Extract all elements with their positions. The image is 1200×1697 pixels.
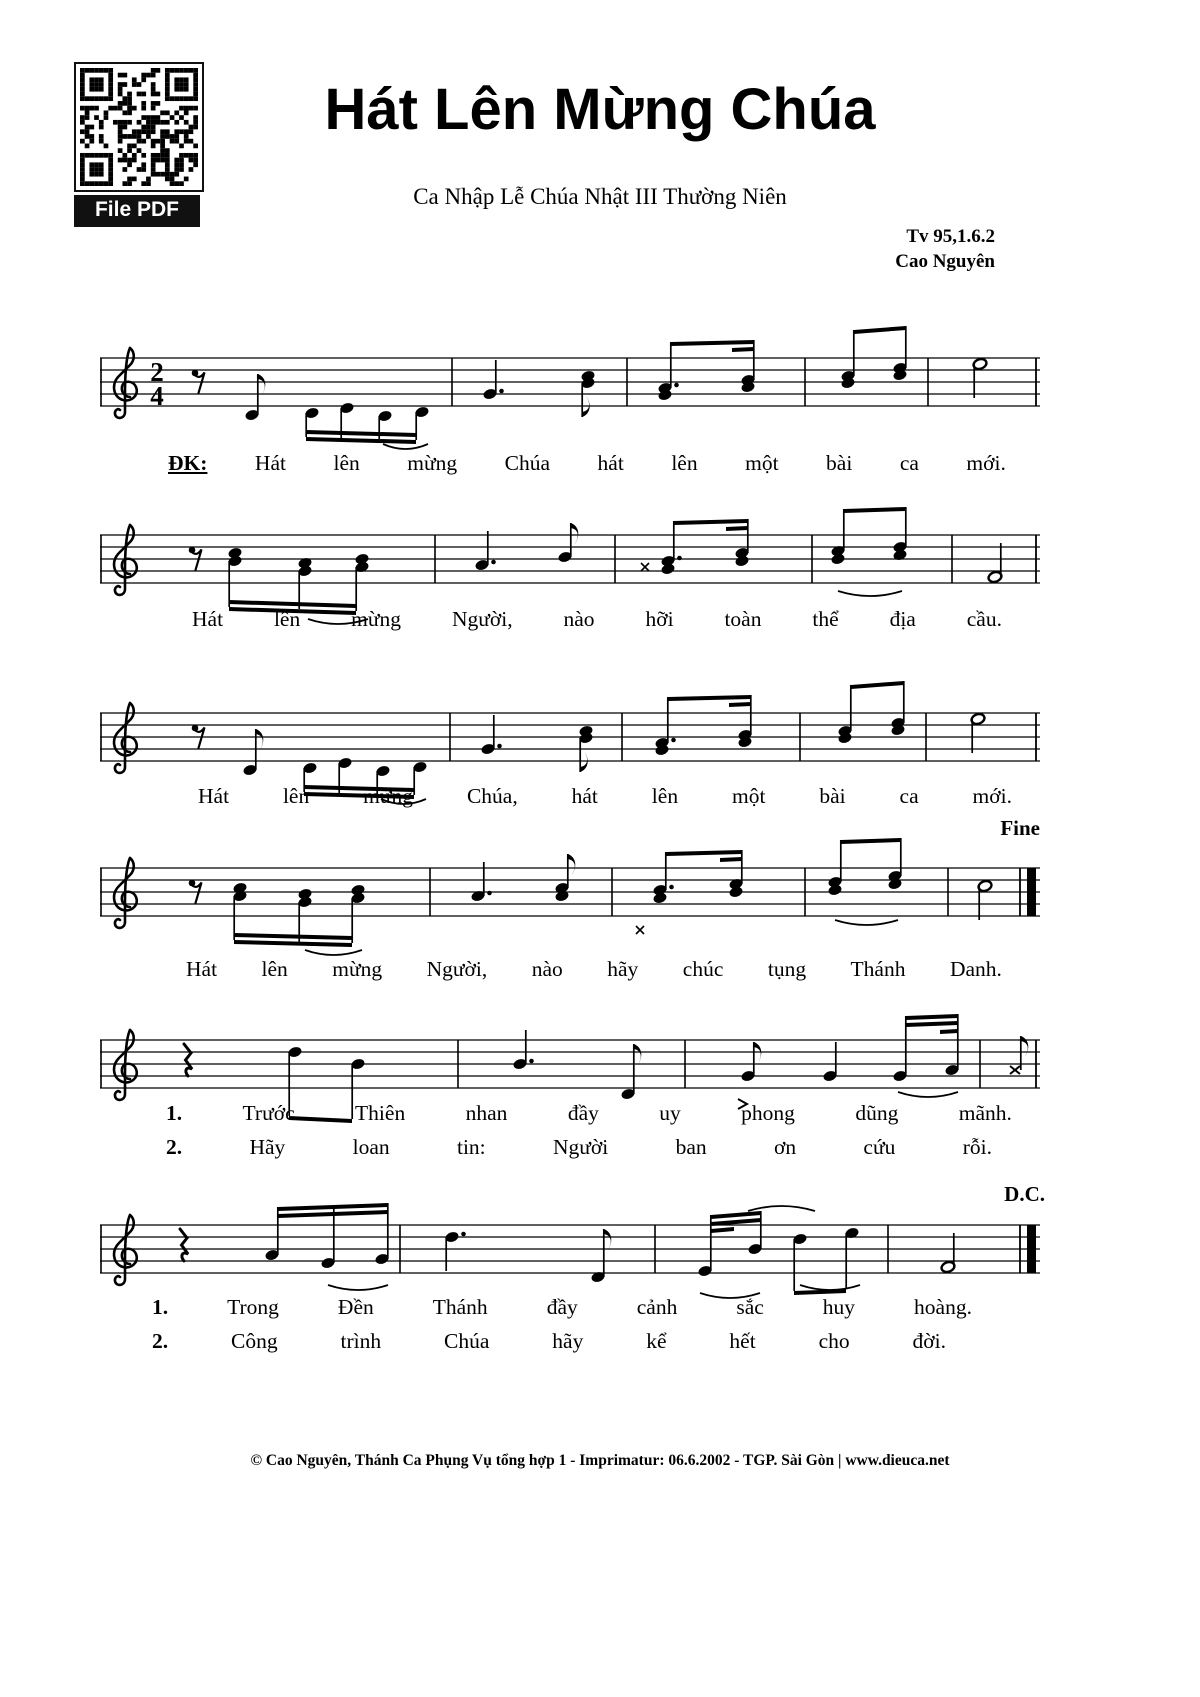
lyric-word: nào — [563, 607, 595, 631]
lyric-word: Hát — [254, 451, 286, 475]
lyric-word: Trong — [227, 1295, 279, 1319]
lyric-word: lên — [671, 451, 698, 475]
lyric-word: địa — [889, 607, 916, 631]
lyric-word: Người — [552, 1135, 609, 1159]
lyric-word: Thánh — [432, 1295, 488, 1319]
lyric-word: Hát — [192, 607, 224, 631]
lyric-word: ca — [899, 784, 919, 808]
lyric-word: tin: — [456, 1135, 486, 1159]
lyric-word: hết — [729, 1329, 756, 1353]
verse-line-2b — [152, 1328, 946, 1355]
lyric-word: bài — [826, 451, 853, 475]
lyric-word: lên — [282, 784, 310, 808]
lyric-word: trình — [340, 1329, 382, 1353]
lyric-word: tụng — [767, 957, 807, 981]
qr-file-pdf-label: File PDF — [74, 195, 200, 227]
lyric-word: cứu — [863, 1135, 896, 1159]
lyric-word: cho — [818, 1329, 850, 1353]
composer-name: Cao Nguyên — [895, 251, 995, 272]
lyric-word: bài — [819, 784, 846, 808]
lyric-word: nhan — [465, 1101, 508, 1125]
staff-system-1 — [100, 318, 1040, 450]
lyric-word: cầu. — [966, 607, 1002, 631]
lyric-word: một — [745, 451, 779, 475]
lyric-word: hát — [571, 784, 598, 808]
lyric-word: sắc — [736, 1295, 764, 1319]
lyric-word: Thiên — [355, 1101, 406, 1125]
song-subtitle: Ca Nhập Lễ Chúa Nhật III Thường Niên — [413, 184, 787, 209]
staff-svg — [100, 318, 1040, 450]
reference-block — [895, 224, 995, 274]
verse-number: 2. — [152, 1329, 169, 1353]
svg-text:4: 4 — [150, 381, 164, 411]
lyric-word: rỗi. — [962, 1135, 992, 1159]
song-title: Hát Lên Mừng Chúa — [324, 77, 876, 142]
lyric-word: mừng — [407, 451, 458, 475]
lyric-word: toàn — [724, 607, 762, 631]
verse-number: 2. — [166, 1135, 183, 1159]
lyric-word: hãy — [552, 1329, 584, 1353]
psalm-reference: Tv 95,1.6.2 — [906, 226, 995, 247]
refrain-label: ĐK: — [168, 451, 208, 475]
lyric-word: mới. — [972, 784, 1012, 808]
lyric-word: Hát — [186, 957, 218, 981]
copyright-footer: © Cao Nguyên, Thánh Ca Phụng Vụ tổng hợp 1 - Imprimatur: 06.6.2002 - TGP. Sài Gòn | www.dieuca.net — [250, 1452, 950, 1469]
lyric-word: mừng — [351, 607, 402, 631]
lyric-word: đầy — [546, 1295, 578, 1319]
lyric-line-refrain-4 — [186, 956, 1002, 983]
lyric-word: Danh. — [949, 957, 1002, 981]
lyric-word: lên — [273, 607, 301, 631]
lyric-word: uy — [659, 1101, 681, 1125]
lyric-word: thể — [812, 607, 839, 631]
lyric-word: dũng — [855, 1101, 899, 1125]
lyric-word: đời. — [912, 1329, 946, 1353]
verse-line-2a — [166, 1134, 992, 1161]
lyric-word: Trước — [242, 1101, 295, 1125]
lyric-word: ban — [675, 1135, 707, 1159]
lyric-word: loan — [352, 1135, 390, 1159]
lyric-word: Công — [231, 1329, 278, 1353]
lyric-word: cảnh — [636, 1295, 678, 1319]
svg-text:2: 2 — [150, 357, 164, 387]
lyric-word: huy — [822, 1295, 856, 1319]
lyric-line-refrain-1 — [168, 450, 1006, 477]
verse-line-1b — [152, 1294, 972, 1321]
lyric-word: lên — [333, 451, 360, 475]
lyric-word: Người, — [426, 957, 488, 981]
verse-line-1a — [166, 1100, 1012, 1127]
lyric-word: hỡi — [645, 607, 674, 631]
fine-marking: Fine — [1000, 816, 1040, 840]
verse-number: 1. — [152, 1295, 169, 1319]
lyric-word: Chúa, — [466, 784, 518, 808]
lyric-word: hát — [597, 451, 624, 475]
lyric-word: ca — [899, 451, 919, 475]
lyric-word: Hãy — [249, 1135, 286, 1159]
lyric-word: chúc — [682, 957, 724, 981]
lyric-word: mừng — [363, 784, 414, 808]
lyric-word: một — [731, 784, 766, 808]
lyric-word: mới. — [966, 451, 1006, 475]
lyric-word: nào — [531, 957, 563, 981]
lyric-word: hoàng. — [914, 1295, 972, 1319]
lyric-line-refrain-3 — [198, 783, 1012, 810]
staff-system-4 — [100, 828, 1040, 960]
lyric-word: đầy — [567, 1101, 599, 1125]
da-capo-marking: D.C. — [1004, 1182, 1045, 1206]
lyric-word: Người, — [451, 607, 513, 631]
lyric-word: Chúa — [504, 451, 551, 475]
lyric-word: ơn — [773, 1135, 797, 1159]
verse-number: 1. — [166, 1101, 183, 1125]
lyric-word: mừng — [332, 957, 383, 981]
staff-svg — [100, 828, 1040, 960]
lyric-word: hãy — [607, 957, 639, 981]
lyric-word: phong — [741, 1101, 795, 1125]
lyric-word: Thánh — [850, 957, 906, 981]
lyric-word: Chúa — [444, 1329, 490, 1353]
lyric-word: Đền — [337, 1295, 374, 1319]
lyric-word: Hát — [198, 784, 230, 808]
lyric-word: lên — [261, 957, 288, 981]
lyric-line-refrain-2 — [192, 606, 1002, 633]
lyric-word: mãnh. — [958, 1101, 1012, 1125]
lyric-word: lên — [651, 784, 679, 808]
lyric-word: kể — [646, 1329, 667, 1353]
